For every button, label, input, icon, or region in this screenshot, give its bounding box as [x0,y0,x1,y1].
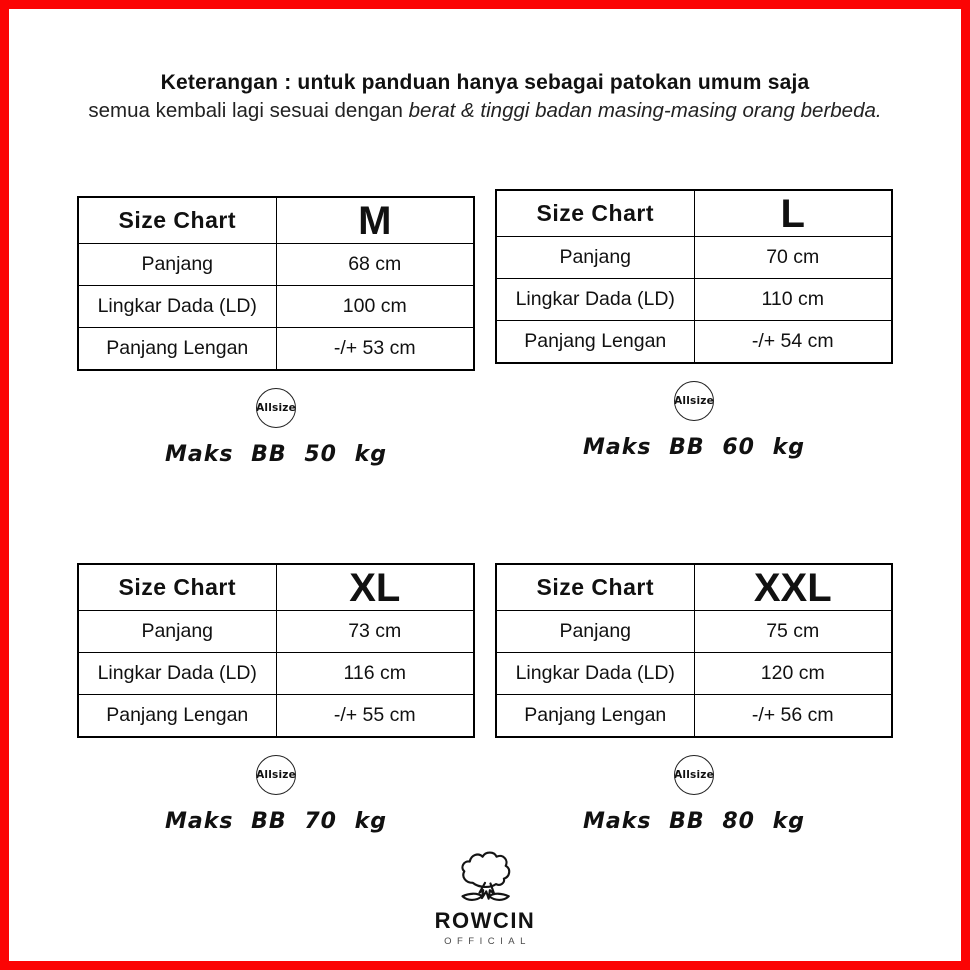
header-note-line2-regular: semua kembali lagi sesuai dengan [88,98,409,122]
max-weight-label: Maks BB 60 kg [583,434,805,460]
size-table-size-value: M [276,197,474,244]
brand-logo [9,850,961,947]
row-label: Panjang Lengan [78,328,276,370]
row-label: Lingkar Dada (LD) [496,279,694,321]
row-label: Lingkar Dada (LD) [496,653,694,695]
size-table-size-value: XXL [694,564,892,611]
row-value: 75 cm [694,611,892,653]
allsize-badge [256,388,296,428]
row-label: Panjang Lengan [496,321,694,363]
row-label: Panjang Lengan [496,695,694,737]
max-weight-label: Maks BB 50 kg [165,441,387,467]
size-table-header-label: Size Chart [78,564,276,611]
allsize-badge [674,755,714,795]
row-label: Panjang [78,611,276,653]
size-table-l [495,189,893,364]
size-table-xl [77,563,475,738]
row-value: 120 cm [694,653,892,695]
size-table-xxl [495,563,893,738]
header-note-line1: Keterangan : untuk panduan hanya sebagai patokan umum saja [160,71,810,94]
size-block-xxl [494,563,894,834]
row-value: 68 cm [276,244,474,286]
allsize-badge [674,381,714,421]
row-value: 73 cm [276,611,474,653]
row-value: -/+ 56 cm [694,695,892,737]
size-block-xl [76,563,476,834]
header-note [9,69,961,124]
row-label: Lingkar Dada (LD) [78,286,276,328]
cotton-flower-icon [454,850,516,906]
row-value: 110 cm [694,279,892,321]
size-table-header-label: Size Chart [496,190,694,237]
allsize-badge-label: Allsize [674,394,714,407]
row-label: Panjang [78,244,276,286]
size-block-l [494,189,894,467]
header-note-line2 [9,97,961,124]
brand-name: ROWCIN [434,908,536,933]
row-value: 70 cm [694,237,892,279]
row-value: -/+ 55 cm [276,695,474,737]
size-blocks-row-1 [9,191,961,467]
allsize-badge [256,755,296,795]
brand-subtitle: OFFICIAL [444,936,531,947]
row-value: -/+ 54 cm [694,321,892,363]
size-blocks-row-2 [9,563,961,834]
row-label: Panjang Lengan [78,695,276,737]
row-label: Panjang [496,611,694,653]
row-label: Panjang [496,237,694,279]
size-block-m [76,196,476,467]
allsize-badge-label: Allsize [256,401,296,414]
max-weight-label: Maks BB 70 kg [165,808,387,834]
size-table-m [77,196,475,371]
row-value: 116 cm [276,653,474,695]
header-note-line2-italic: berat & tinggi badan masing-masing orang berbeda. [408,98,882,122]
size-table-header-label: Size Chart [496,564,694,611]
allsize-badge-label: Allsize [256,768,296,781]
max-weight-label: Maks BB 80 kg [583,808,805,834]
size-table-size-value: L [694,190,892,237]
size-table-header-label: Size Chart [78,197,276,244]
allsize-badge-label: Allsize [674,768,714,781]
row-value: 100 cm [276,286,474,328]
size-table-size-value: XL [276,564,474,611]
row-label: Lingkar Dada (LD) [78,653,276,695]
row-value: -/+ 53 cm [276,328,474,370]
